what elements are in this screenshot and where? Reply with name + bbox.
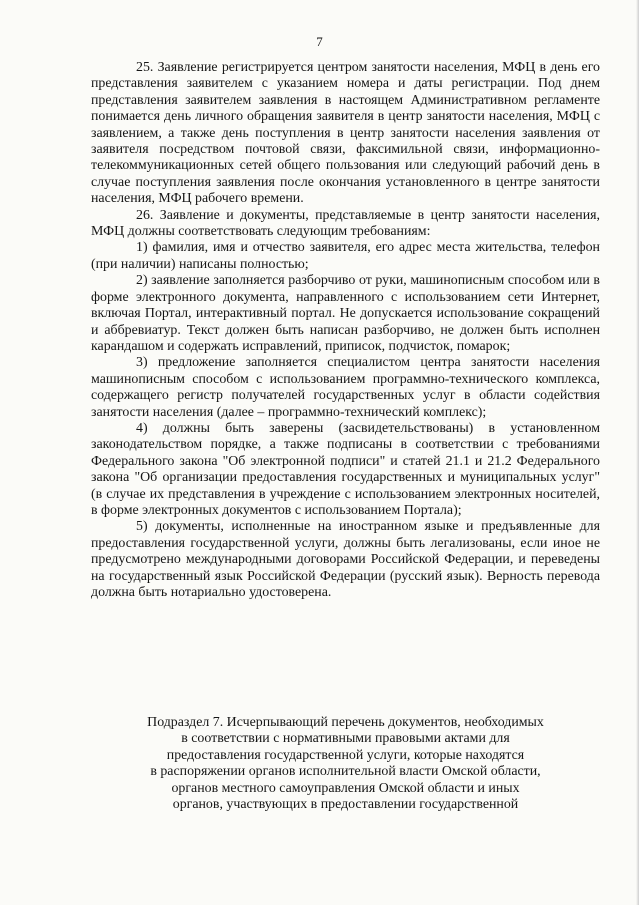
heading-line: предоставления государственной услуги, которые находятся xyxy=(166,747,525,763)
document-body xyxy=(91,60,600,601)
subsection-7-heading xyxy=(91,715,600,813)
heading-line: органов, участвующих в предоставлении государственной xyxy=(172,797,519,813)
heading-line: в соответствии с нормативными правовыми актами для xyxy=(181,731,510,747)
requirement-item-3: 3) предложение заполняется специалистом центра занятости населения машинописным способом с использованием программно-технического комплекса, содержащего регистр получателей государственных услуг в области содействия занятости населения (далее – программно-технический комплекс); xyxy=(91,355,600,420)
page-number: 7 xyxy=(316,34,323,49)
paragraph-26: 26. Заявление и документы, представляемые в центр занятости населения, МФЦ должны соответствовать следующим требованиям: xyxy=(91,207,600,240)
requirement-item-1: 1) фамилия, имя и отчество заявителя, его адрес места жительства, телефон (при наличии) написаны полностью; xyxy=(91,240,600,272)
requirement-item-4: 4) должны быть заверены (засвидетельствованы) в установленном законодательством порядке, а также подписаны в соответствии с требованиями Федерального закона "Об электронной подписи" и статей 21.1 и 21.2 Федерального закона "Об организации предоставления государственных и муниципальных услуг" (в случае их представления в учреждение с использованием электронных носителей, в форме электронных документов с использованием Портала); xyxy=(91,420,600,518)
requirement-item-5: 5) документы, исполненные на иностранном языке и предъявленные для предоставления государственной услуги, должны быть легализованы, если иное не предусмотрено международными договорами Российской Федерации, и переведены на государственный язык Российской Федерации (русский язык). Верность перевода должна быть нотариально удостоверена. xyxy=(91,519,600,600)
requirement-item-2: 2) заявление заполняется разборчиво от руки, машинописным способом или в форме электронного документа, направленного с использованием сети Интернет, включая Портал, интерактивный портал. Не допускается использование сокращений и аббревиатур. Текст должен быть написан разборчиво, не должен быть исполнен карандашом и содержать исправлений, приписок, подчисток, помарок; xyxy=(91,273,600,354)
heading-line: органов местного самоуправления Омской области и иных xyxy=(171,780,520,796)
heading-line: Подраздел 7. Исчерпывающий перечень документов, необходимых xyxy=(147,715,544,730)
heading-line: в распоряжении органов исполнительной власти Омской области, xyxy=(150,764,541,780)
paragraph-25: 25. Заявление регистрируется центром занятости населения, МФЦ в день его представления заявителем с указанием номера и даты регистрации. Под днем представления заявителем заявления в настоящем Административном регламенте понимается день личного обращения заявителя в центр занятости населения, МФЦ с заявлением, а также день поступления в центр занятости населения заявления от заявителя посредством почтовой связи, факсимильной связи, информационно-телекоммуникационных сетей общего пользования или следующий рабочий день в случае поступления заявления после окончания установленного в центре занятости населения, МФЦ рабочего времени. xyxy=(91,60,600,207)
